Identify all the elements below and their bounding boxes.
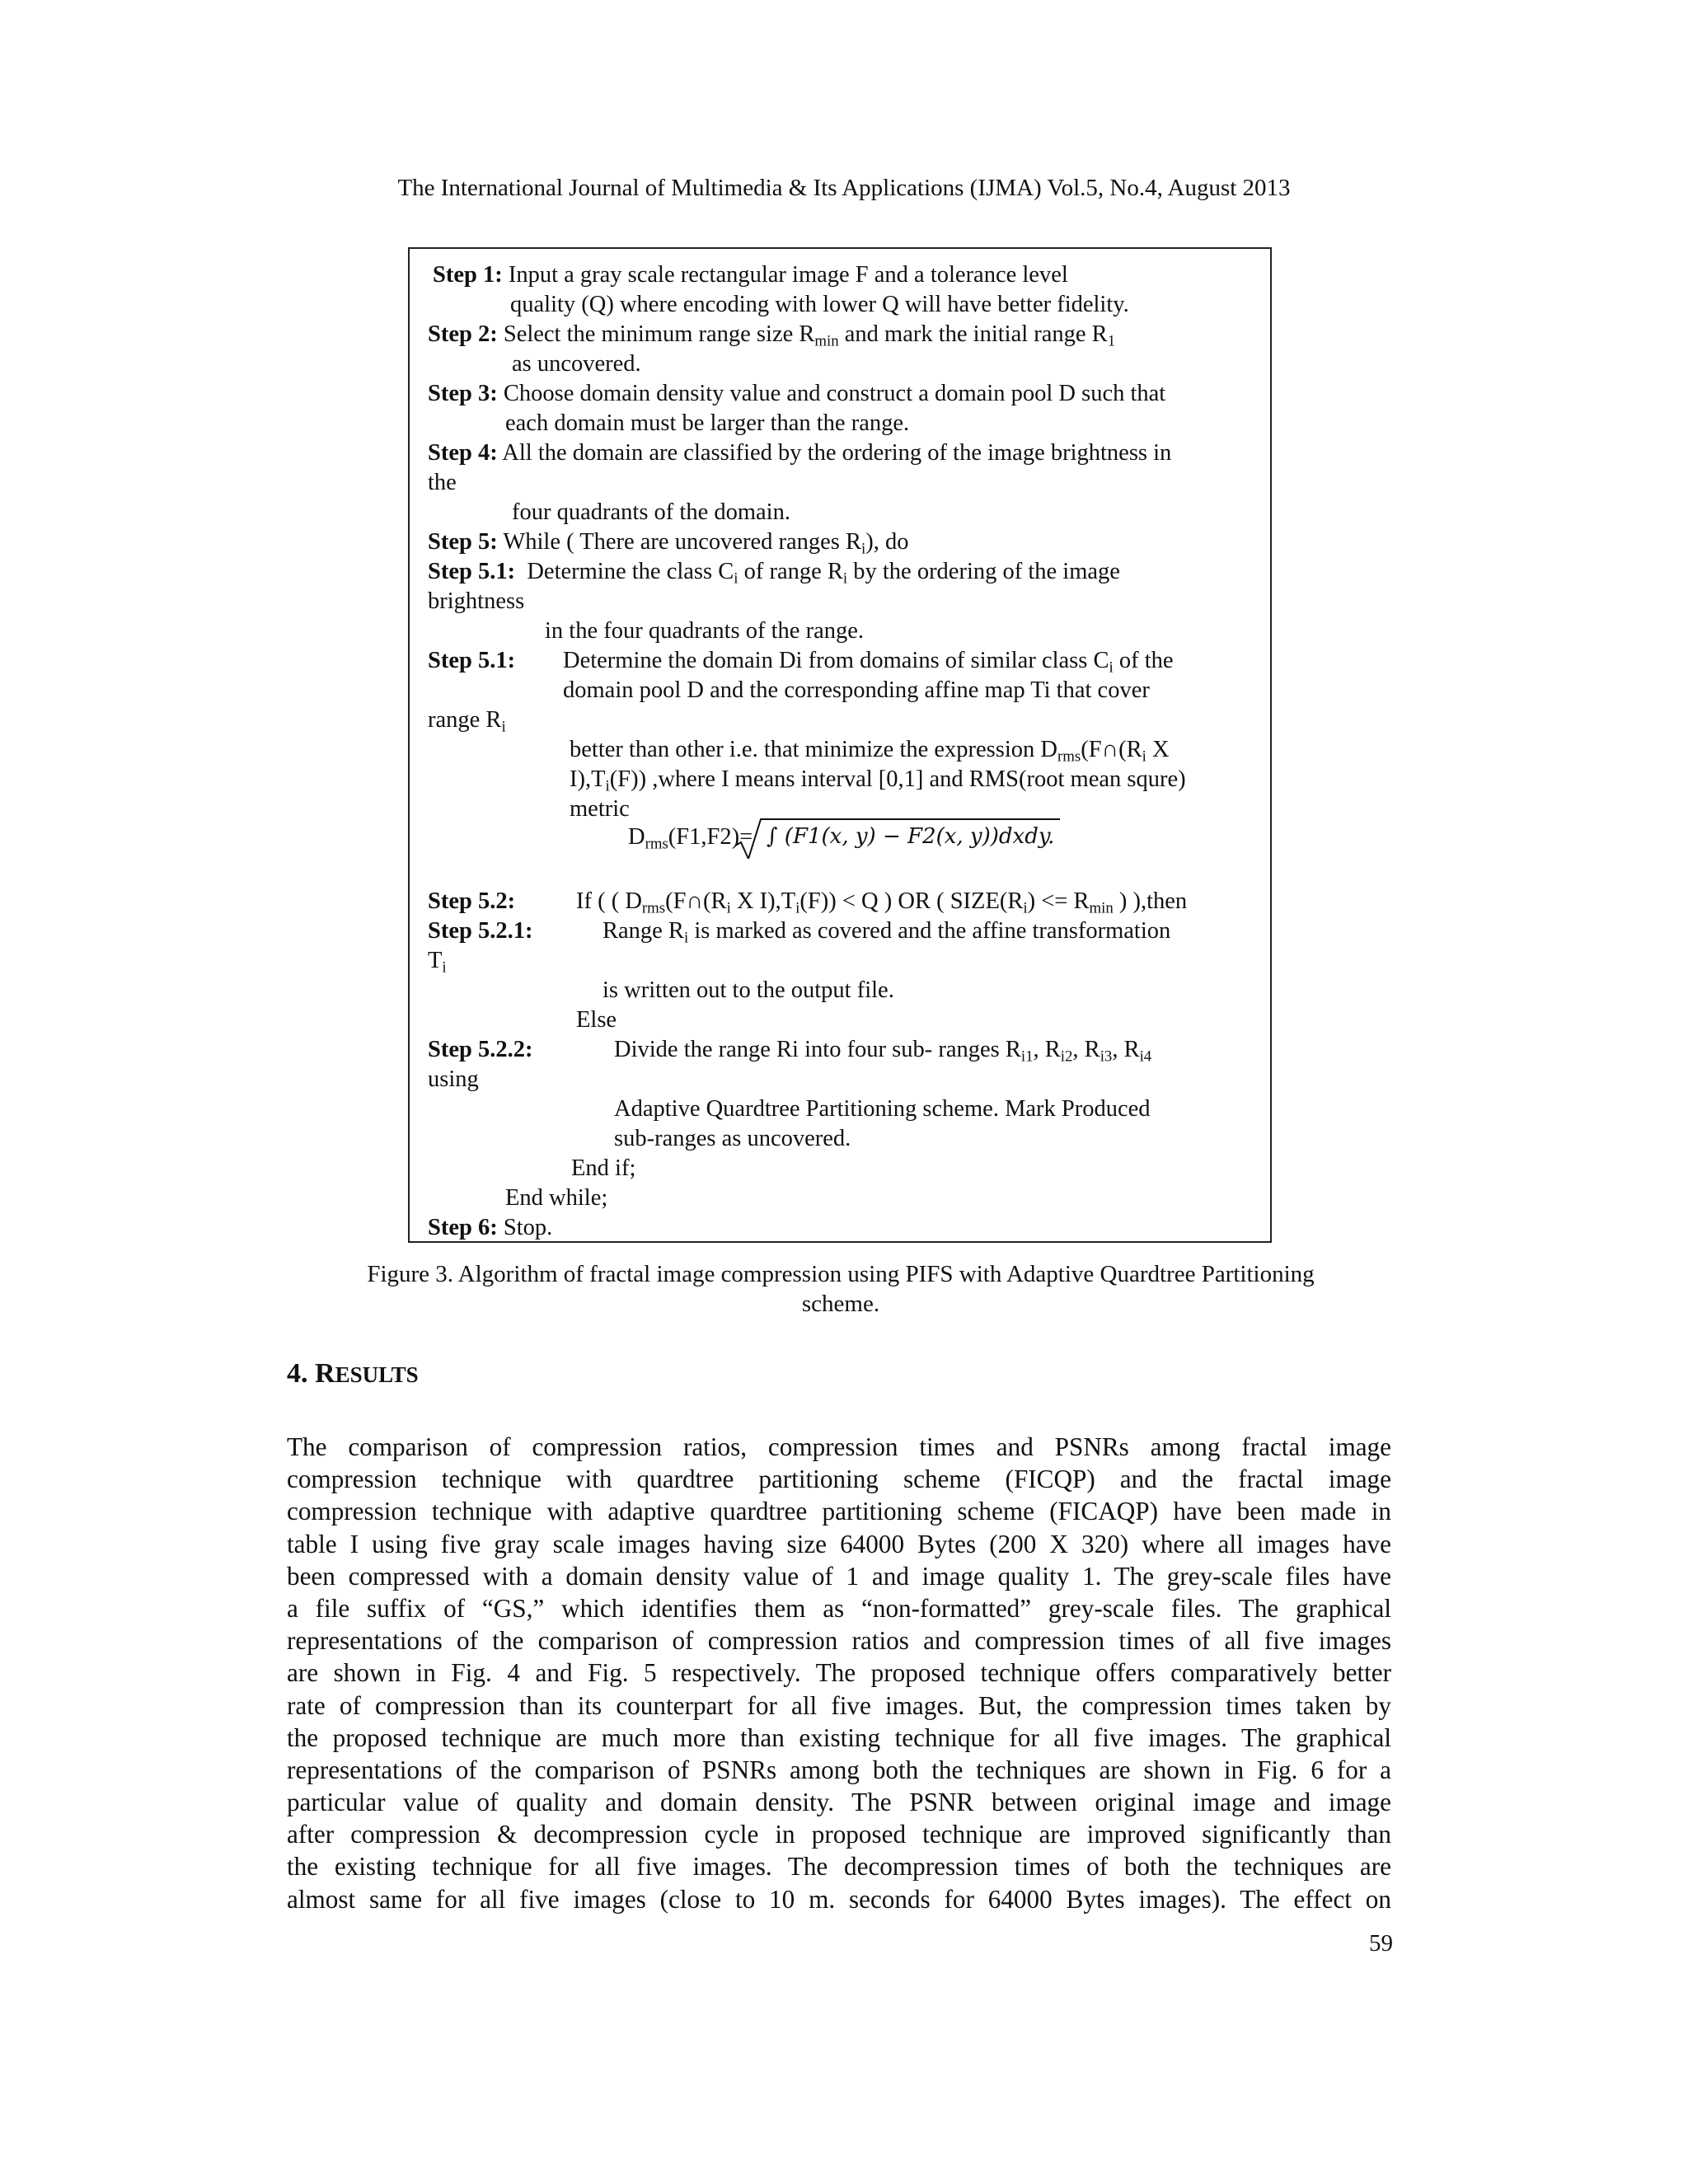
body-line: rate of compression than its counterpart for all five images. But, the compression times taken by xyxy=(287,1690,1391,1720)
body-line: compression technique with quardtree partitioning scheme (FICQP) and the fractal image xyxy=(287,1465,1391,1494)
step-5-1-wrap: brightness xyxy=(428,588,525,614)
section-heading: 4. RESULTS xyxy=(287,1358,419,1389)
body-line: The comparison of compression ratios, compression times and PSNRs among fractal image xyxy=(287,1432,1391,1461)
algorithm-box xyxy=(408,247,1272,1243)
body-line: representations of the comparison of PSNRs among both the techniques are shown in Fig. 6 for a xyxy=(287,1755,1391,1784)
step-5-1: Step 5.1: Determine the class $C_i$ of range $R_i$ by the ordering of the image xyxy=(428,559,1120,588)
body-line: after compression & decompression cycle in proposed technique are improved significantly than xyxy=(287,1820,1391,1849)
figure-caption xyxy=(247,1259,1434,1319)
body-line: particular value of quality and domain density. The PSNR between original image and image xyxy=(287,1788,1391,1817)
page-number: 59 xyxy=(1369,1930,1393,1957)
step-5-1b-label: Step 5.1: xyxy=(428,648,516,673)
end-if: End if; xyxy=(571,1155,636,1181)
step-5-2-1: Range $R_i$ is marked as covered and the affine transformation xyxy=(603,918,1171,947)
body-line: the proposed technique are much more than existing technique for all five images. The graphical xyxy=(287,1722,1391,1752)
step-4: Step 4: All the domain are classified by the ordering of the image brightness in xyxy=(428,440,1172,466)
step-5-1b-cont1: domain pool D and the corresponding affine map Ti that cover xyxy=(563,677,1150,703)
step-2: Step 2: Select the minimum range size $R_{min}$ and mark the initial range $R_1$ xyxy=(428,321,1116,350)
step-5-1b-cont2: better than other i.e. that minimize the expression $D_{rms}(F\cap(R_i$ X xyxy=(570,737,1170,766)
step-1: Step 1: Input a gray scale rectangular image F and a tolerance level xyxy=(433,262,1068,288)
step-5-2-2-cont2: sub-ranges as uncovered. xyxy=(614,1126,851,1151)
body-line: the existing technique for all five images. The decompression times of both the techniques are xyxy=(287,1852,1391,1882)
body-line: almost same for all five images (close to 10 m. seconds for 64000 Bytes images). The effect on xyxy=(287,1884,1391,1914)
else-keyword: Else xyxy=(576,1007,617,1033)
step-5-2-2-cont1: Adaptive Quardtree Partitioning scheme. Mark Produced xyxy=(614,1096,1151,1122)
step-6: Step 6: Stop. xyxy=(428,1215,553,1240)
step-1-cont: quality (Q) where encoding with lower Q will have better fidelity. xyxy=(510,292,1129,317)
step-5-2: If ( ( $D_{rms}(F\cap(R_i$ X $I),T_i(F)) < Q$ ) OR ( $SIZE(R_i) <= R_{min}$ ) ),then xyxy=(576,888,1188,917)
step-5-1b-cont3: $I),T_i(F)$) ,where I means interval [0,1] and RMS(root mean squre) xyxy=(570,766,1186,795)
results-paragraph xyxy=(287,1431,1391,1915)
step-3: Step 3: Choose domain density value and construct a domain pool D such that xyxy=(428,381,1166,406)
step-5-2-2-wrap: using xyxy=(428,1066,479,1092)
caption-line-1: Figure 3. Algorithm of fractal image compression using PIFS with Adaptive Quardtree Partitioning xyxy=(367,1261,1315,1287)
step-4-wrap: the xyxy=(428,470,457,495)
body-line: representations of the comparison of compression ratios and compression times of all five images xyxy=(287,1626,1391,1656)
step-5-2-1-cont: is written out to the output file. xyxy=(603,977,894,1003)
step-3-cont: each domain must be larger than the range. xyxy=(505,410,910,436)
body-line: been compressed with a domain density value of 1 and image quality 1. The grey-scale files have xyxy=(287,1561,1391,1591)
step-5-2-label: Step 5.2: xyxy=(428,888,516,914)
step-5: Step 5: While ( There are uncovered ranges $R_i$), do xyxy=(428,529,909,558)
step-5-2-1-label: Step 5.2.1: xyxy=(428,918,533,944)
step-5-1b-wrap: range $R_i$ xyxy=(428,707,506,736)
step-5-2-2-label: Step 5.2.2: xyxy=(428,1037,533,1062)
formula-integrand: ∫ (F1(x, y) − F2(x, y))dxdy. xyxy=(767,824,1055,849)
body-line: table I using five gray scale images having size 64000 Bytes (200 X 320) where all images have xyxy=(287,1529,1391,1558)
body-line: compression technique with adaptive quardtree partitioning scheme (FICAQP) have been made in xyxy=(287,1497,1391,1526)
step-4-cont: four quadrants of the domain. xyxy=(512,499,790,525)
step-5-1b: Determine the domain Di from domains of similar class $C_i$ of the xyxy=(563,648,1174,677)
journal-header: The International Journal of Multimedia & Its Applications (IJMA) Vol.5, No.4, August 2013 xyxy=(397,175,1291,201)
body-line: a file suffix of “GS,” which identifies them as “non-formatted” grey-scale files. The graphical xyxy=(287,1593,1391,1623)
step-5-1b-cont4: metric xyxy=(570,796,630,822)
caption-line-2: scheme. xyxy=(801,1291,880,1317)
step-2-cont: as uncovered. xyxy=(512,351,641,377)
step-5-2-2: Divide the range Ri into four sub- ranges $R_{i1}$, $R_{i2}$, $R_{i3}$, $R_{i4}$ xyxy=(614,1037,1152,1066)
step-5-2-1-wrap: $T_i$ xyxy=(428,948,447,977)
formula-lhs: $D_{rms}(F1,F2)=$ xyxy=(628,824,753,853)
end-while: End while; xyxy=(505,1185,608,1211)
body-line: are shown in Fig. 4 and Fig. 5 respectively. The proposed technique offers comparatively better xyxy=(287,1658,1391,1688)
step-5-1-cont: in the four quadrants of the range. xyxy=(545,618,864,644)
